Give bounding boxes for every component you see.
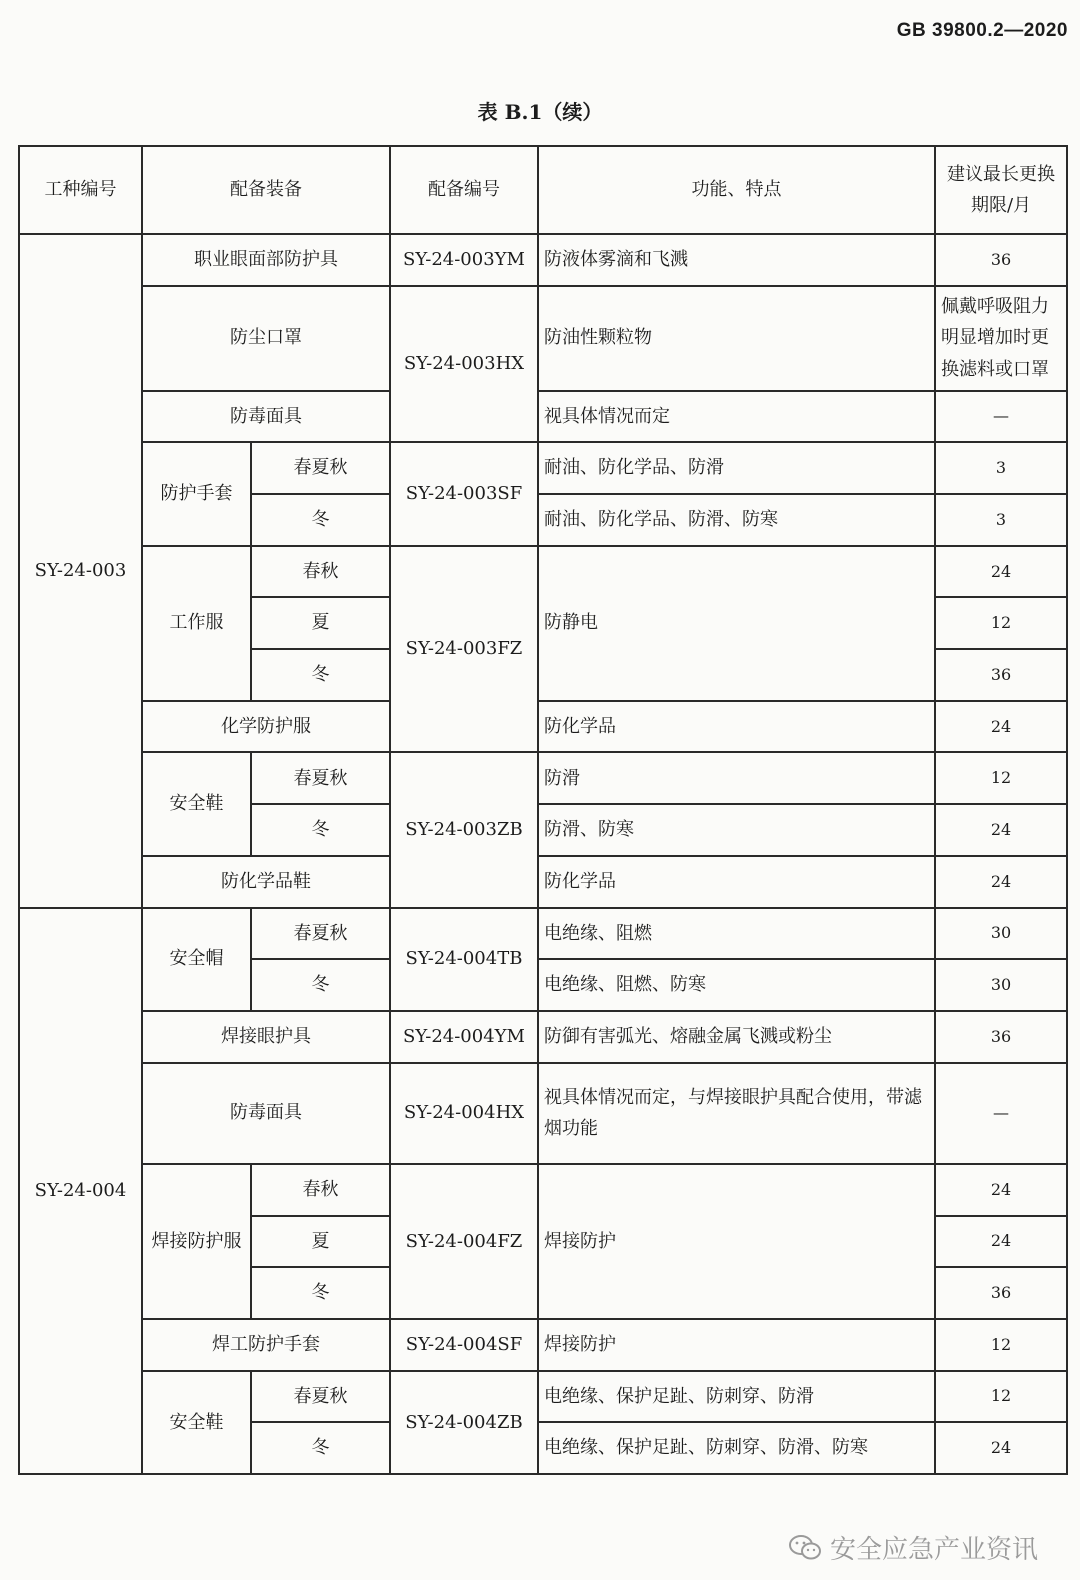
equipment-cell: 防化学品鞋 bbox=[142, 856, 390, 908]
table-row bbox=[19, 234, 1067, 286]
equip-code-cell: SY-24-004SF bbox=[390, 1319, 538, 1371]
season-cell: 春秋 bbox=[251, 1164, 390, 1216]
season-cell: 夏 bbox=[251, 1216, 390, 1268]
period-cell: 3 bbox=[935, 494, 1067, 546]
equipment-cell: 防护手套 bbox=[142, 442, 251, 545]
col-header-equipment: 配备装备 bbox=[142, 146, 390, 234]
period-cell: 12 bbox=[935, 1319, 1067, 1371]
function-cell: 防液体雾滴和飞溅 bbox=[538, 234, 935, 286]
season-cell: 冬 bbox=[251, 649, 390, 701]
function-cell: 耐油、防化学品、防滑、防寒 bbox=[538, 494, 935, 546]
equip-code-cell: SY-24-003HX bbox=[390, 286, 538, 443]
table-row bbox=[19, 1011, 1067, 1063]
table-row bbox=[19, 701, 1067, 753]
period-cell: 佩戴呼吸阻力明显增加时更换滤料或口罩 bbox=[935, 286, 1067, 391]
period-cell: 3 bbox=[935, 442, 1067, 494]
table-row bbox=[19, 908, 1067, 960]
equipment-cell: 防毒面具 bbox=[142, 391, 390, 443]
season-cell: 春夏秋 bbox=[251, 908, 390, 960]
table-row bbox=[19, 1164, 1067, 1216]
equip-code-cell: SY-24-004ZB bbox=[390, 1371, 538, 1474]
period-cell: 12 bbox=[935, 597, 1067, 649]
season-cell: 冬 bbox=[251, 1267, 390, 1319]
period-cell: 12 bbox=[935, 1371, 1067, 1423]
season-cell: 春夏秋 bbox=[251, 442, 390, 494]
equip-code-cell: SY-24-004FZ bbox=[390, 1164, 538, 1319]
period-cell: 24 bbox=[935, 856, 1067, 908]
function-cell: 视具体情况而定，与焊接眼护具配合使用，带滤烟功能 bbox=[538, 1063, 935, 1164]
table-row bbox=[19, 286, 1067, 391]
equipment-cell: 安全鞋 bbox=[142, 752, 251, 855]
season-cell: 冬 bbox=[251, 494, 390, 546]
col-header-function: 功能、特点 bbox=[538, 146, 935, 234]
period-cell: — bbox=[935, 391, 1067, 443]
season-cell: 春夏秋 bbox=[251, 752, 390, 804]
function-cell: 焊接防护 bbox=[538, 1319, 935, 1371]
equipment-cell: 安全帽 bbox=[142, 908, 251, 1011]
function-cell: 防御有害弧光、熔融金属飞溅或粉尘 bbox=[538, 1011, 935, 1063]
season-cell: 夏 bbox=[251, 597, 390, 649]
period-cell: — bbox=[935, 1063, 1067, 1164]
period-cell: 30 bbox=[935, 959, 1067, 1011]
function-cell: 电绝缘、保护足趾、防刺穿、防滑、防寒 bbox=[538, 1422, 935, 1474]
equip-code-cell: SY-24-003ZB bbox=[390, 752, 538, 907]
period-cell: 24 bbox=[935, 804, 1067, 856]
function-cell: 防滑、防寒 bbox=[538, 804, 935, 856]
equipment-cell: 焊接眼护具 bbox=[142, 1011, 390, 1063]
season-cell: 冬 bbox=[251, 1422, 390, 1474]
table-row bbox=[19, 1371, 1067, 1423]
period-cell: 36 bbox=[935, 1267, 1067, 1319]
equip-code-cell: SY-24-004HX bbox=[390, 1063, 538, 1164]
job-code-cell: SY-24-004 bbox=[19, 908, 142, 1475]
equipment-cell: 焊接防护服 bbox=[142, 1164, 251, 1319]
equipment-cell: 焊工防护手套 bbox=[142, 1319, 390, 1371]
function-cell: 电绝缘、阻燃 bbox=[538, 908, 935, 960]
function-cell: 防油性颗粒物 bbox=[538, 286, 935, 391]
equipment-table bbox=[18, 145, 1068, 1475]
function-cell: 视具体情况而定 bbox=[538, 391, 935, 443]
period-cell: 36 bbox=[935, 234, 1067, 286]
equipment-cell: 工作服 bbox=[142, 546, 251, 701]
season-cell: 春秋 bbox=[251, 546, 390, 598]
table-row bbox=[19, 442, 1067, 494]
table-row bbox=[19, 752, 1067, 804]
function-cell: 防化学品 bbox=[538, 701, 935, 753]
season-cell: 冬 bbox=[251, 959, 390, 1011]
equip-code-cell: SY-24-004TB bbox=[390, 908, 538, 1011]
function-cell: 防滑 bbox=[538, 752, 935, 804]
equipment-cell: 安全鞋 bbox=[142, 1371, 251, 1474]
standard-code: GB 39800.2—2020 bbox=[896, 20, 1068, 41]
function-cell: 防化学品 bbox=[538, 856, 935, 908]
wechat-icon bbox=[788, 1534, 822, 1562]
period-cell: 30 bbox=[935, 908, 1067, 960]
equip-code-cell: SY-24-004YM bbox=[390, 1011, 538, 1063]
table-header-row bbox=[19, 146, 1067, 234]
col-header-equip-code: 配备编号 bbox=[390, 146, 538, 234]
table-title: 表 B.1（续） bbox=[477, 100, 603, 124]
period-cell: 24 bbox=[935, 1216, 1067, 1268]
col-header-period: 建议最长更换期限/月 bbox=[935, 146, 1067, 234]
function-cell: 电绝缘、保护足趾、防刺穿、防滑 bbox=[538, 1371, 935, 1423]
period-cell: 24 bbox=[935, 546, 1067, 598]
equip-code-cell: SY-24-003SF bbox=[390, 442, 538, 545]
watermark bbox=[788, 1529, 1038, 1566]
equip-code-cell: SY-24-003FZ bbox=[390, 546, 538, 753]
table-row bbox=[19, 391, 1067, 443]
equipment-cell: 化学防护服 bbox=[142, 701, 390, 753]
equipment-cell: 防尘口罩 bbox=[142, 286, 390, 391]
equip-code-cell: SY-24-003YM bbox=[390, 234, 538, 286]
period-cell: 24 bbox=[935, 1422, 1067, 1474]
job-code-cell: SY-24-003 bbox=[19, 234, 142, 908]
table-row bbox=[19, 546, 1067, 598]
period-cell: 24 bbox=[935, 701, 1067, 753]
function-cell: 防静电 bbox=[538, 546, 935, 701]
equipment-cell: 防毒面具 bbox=[142, 1063, 390, 1164]
period-cell: 36 bbox=[935, 649, 1067, 701]
table-row bbox=[19, 1319, 1067, 1371]
watermark-text: 安全应急产业资讯 bbox=[829, 1535, 1038, 1565]
function-cell: 耐油、防化学品、防滑 bbox=[538, 442, 935, 494]
function-cell: 焊接防护 bbox=[538, 1164, 935, 1319]
equipment-cell: 职业眼面部防护具 bbox=[142, 234, 390, 286]
col-header-job-code: 工种编号 bbox=[19, 146, 142, 234]
function-cell: 电绝缘、阻燃、防寒 bbox=[538, 959, 935, 1011]
period-cell: 12 bbox=[935, 752, 1067, 804]
table-row bbox=[19, 1063, 1067, 1164]
period-cell: 24 bbox=[935, 1164, 1067, 1216]
period-cell: 36 bbox=[935, 1011, 1067, 1063]
table-row bbox=[19, 856, 1067, 908]
season-cell: 春夏秋 bbox=[251, 1371, 390, 1423]
season-cell: 冬 bbox=[251, 804, 390, 856]
